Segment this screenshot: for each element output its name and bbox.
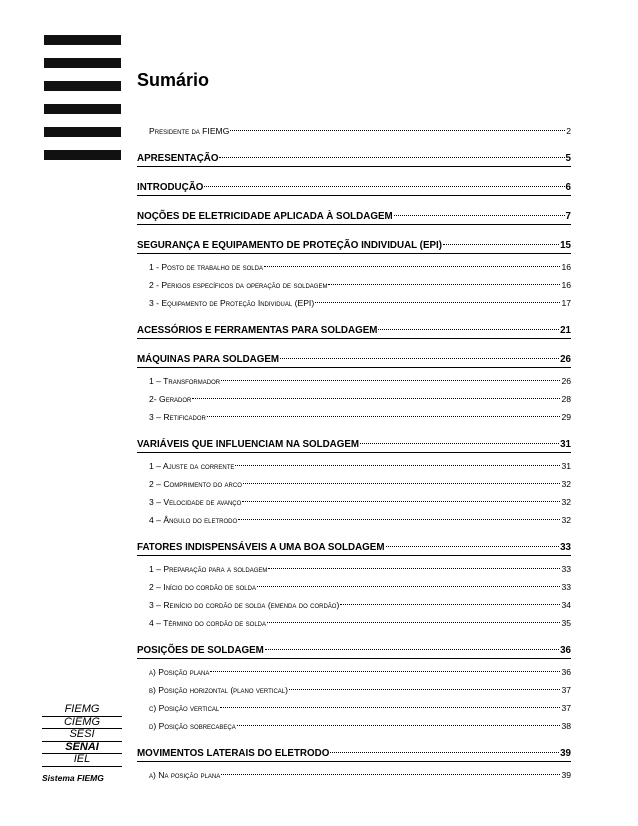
logo-line: FIEMG — [42, 704, 122, 717]
toc-section-entry[interactable] — [137, 210, 571, 224]
toc-subsection-entry[interactable] — [137, 599, 571, 612]
section-divider — [137, 166, 571, 167]
table-of-contents — [137, 125, 571, 782]
toc-entry-label: INTRODUÇÃO — [137, 182, 204, 193]
logo-line: IEL — [42, 754, 122, 767]
toc-subsection-entry[interactable] — [137, 563, 571, 576]
section-divider — [137, 224, 571, 225]
toc-entry-label: VARIÁVEIS QUE INFLUENCIAM NA SOLDAGEM — [137, 439, 360, 450]
toc-subsection-entry[interactable] — [137, 720, 571, 733]
section-divider — [137, 452, 571, 453]
toc-entry-page: 17 — [561, 298, 571, 308]
toc-section-entry[interactable] — [137, 239, 571, 253]
toc-entry-label: 3 – Velocidade de avanço — [149, 497, 242, 507]
toc-entry-page: 31 — [560, 439, 571, 450]
toc-entry-label: 1 – Preparação para a soldagem — [149, 564, 268, 574]
toc-entry-page: 33 — [560, 542, 571, 553]
toc-subsection-entry[interactable] — [137, 581, 571, 594]
toc-entry-page: 28 — [561, 394, 571, 404]
toc-entry-page: 7 — [565, 211, 571, 222]
toc-subsection-entry[interactable] — [137, 125, 571, 138]
toc-subsection-entry[interactable] — [137, 478, 571, 491]
toc-subsection-entry[interactable] — [137, 684, 571, 697]
dot-leader — [242, 501, 560, 502]
dot-leader — [360, 443, 559, 444]
toc-entry-label: 4 – Ângulo do eletrodo — [149, 515, 238, 525]
dot-leader — [210, 671, 560, 672]
toc-entry-page: 39 — [561, 770, 571, 780]
section-divider — [137, 367, 571, 368]
toc-entry-label: 3 – Reinício do cordão de solda (emenda do cordão) — [149, 600, 340, 610]
toc-entry-page: 32 — [561, 497, 571, 507]
dot-leader — [268, 568, 560, 569]
toc-subsection-entry[interactable] — [137, 460, 571, 473]
toc-entry-page: 15 — [560, 240, 571, 251]
page-title: Sumário — [137, 70, 210, 90]
toc-entry-label: Presidente da FIEMG — [149, 126, 230, 136]
toc-entry-label: 3 - Equipamento de Proteção Individual (EPI) — [149, 298, 315, 308]
dot-leader — [330, 752, 559, 753]
dot-leader — [238, 519, 560, 520]
dot-leader — [204, 186, 564, 187]
toc-subsection-entry[interactable] — [137, 279, 571, 292]
toc-section-entry[interactable] — [137, 152, 571, 166]
logo-system-label: Sistema FIEMG — [42, 772, 104, 783]
toc-entry-label: c) Posição vertical — [149, 703, 220, 713]
toc-entry-label: 2 – Comprimento do arco — [149, 479, 242, 489]
toc-entry-page: 33 — [561, 564, 571, 574]
section-divider — [137, 253, 571, 254]
toc-entry-page: 26 — [560, 354, 571, 365]
dot-leader — [219, 157, 564, 158]
toc-entry-page: 35 — [561, 618, 571, 628]
toc-entry-label: APRESENTAÇÃO — [137, 153, 219, 164]
toc-entry-page: 32 — [561, 515, 571, 525]
section-divider — [137, 338, 571, 339]
toc-entry-label: 2 – Início do cordão de solda — [149, 582, 256, 592]
toc-section-entry[interactable] — [137, 541, 571, 555]
toc-entry-label: d) Posição sobrecabeça — [149, 721, 236, 731]
toc-entry-label: POSIÇÕES DE SOLDAGEM — [137, 645, 264, 656]
section-divider — [137, 555, 571, 556]
toc-subsection-entry[interactable] — [137, 496, 571, 509]
decorative-bar — [44, 104, 121, 114]
toc-entry-page: 2 — [566, 126, 571, 136]
toc-section-entry[interactable] — [137, 644, 571, 658]
toc-entry-label: 2- Gerador — [149, 394, 192, 404]
decorative-bar — [44, 127, 121, 137]
toc-entry-label: 1 - Posto de trabalho de solda — [149, 262, 263, 272]
toc-section-entry[interactable] — [137, 181, 571, 195]
dot-leader — [235, 465, 560, 466]
section-divider — [137, 761, 571, 762]
toc-subsection-entry[interactable] — [137, 393, 571, 406]
toc-entry-page: 6 — [565, 182, 571, 193]
toc-subsection-entry[interactable] — [137, 411, 571, 424]
dot-leader — [394, 215, 565, 216]
dot-leader — [220, 707, 560, 708]
toc-entry-page: 21 — [560, 325, 571, 336]
dot-leader — [221, 380, 560, 381]
dot-leader — [386, 546, 560, 547]
decorative-bar — [44, 58, 121, 68]
toc-entry-label: MÁQUINAS PARA SOLDAGEM — [137, 354, 280, 365]
toc-entry-label: a) Na posição plana — [149, 770, 221, 780]
toc-entry-label: ACESSÓRIOS E FERRAMENTAS PARA SOLDAGEM — [137, 325, 378, 336]
dot-leader — [265, 649, 559, 650]
dot-leader — [267, 622, 560, 623]
toc-entry-page: 37 — [561, 703, 571, 713]
toc-section-entry[interactable] — [137, 324, 571, 338]
toc-entry-label: 4 – Término do cordão de solda — [149, 618, 266, 628]
toc-section-entry[interactable] — [137, 353, 571, 367]
toc-subsection-entry[interactable] — [137, 617, 571, 630]
toc-entry-page: 16 — [561, 262, 571, 272]
toc-entry-label: 1 – Ajuste da corrente — [149, 461, 235, 471]
toc-entry-label: 2 - Perigos específicos da operação de soldagem — [149, 280, 328, 290]
toc-entry-label: 1 – Transformador — [149, 376, 221, 386]
toc-entry-page: 36 — [560, 645, 571, 656]
decorative-bar — [44, 150, 121, 160]
toc-subsection-entry[interactable] — [137, 769, 571, 782]
toc-entry-label: NOÇÕES DE ELETRICIDADE APLICADA À SOLDAGEM — [137, 211, 393, 222]
toc-subsection-entry[interactable] — [137, 297, 571, 310]
toc-entry-page: 32 — [561, 479, 571, 489]
dot-leader — [280, 358, 559, 359]
logo-line: SENAI — [42, 742, 122, 755]
dot-leader — [315, 302, 560, 303]
section-divider — [137, 195, 571, 196]
toc-entry-page: 33 — [561, 582, 571, 592]
toc-entry-page: 37 — [561, 685, 571, 695]
dot-leader — [230, 130, 565, 131]
dot-leader — [257, 586, 560, 587]
decorative-bar — [44, 81, 121, 91]
toc-section-entry[interactable] — [137, 438, 571, 452]
toc-entry-page: 36 — [561, 667, 571, 677]
dot-leader — [237, 725, 561, 726]
decorative-bar — [44, 35, 121, 45]
logo-line: CIEMG — [42, 717, 122, 730]
section-divider — [137, 658, 571, 659]
toc-entry-label: a) Posição plana — [149, 667, 210, 677]
toc-entry-page: 38 — [561, 721, 571, 731]
dot-leader — [207, 416, 561, 417]
toc-subsection-entry[interactable] — [137, 514, 571, 527]
toc-section-entry[interactable] — [137, 747, 571, 761]
toc-entry-page: 39 — [560, 748, 571, 759]
toc-subsection-entry[interactable] — [137, 702, 571, 715]
toc-entry-label: FATORES INDISPENSÁVEIS A UMA BOA SOLDAGEM — [137, 542, 385, 553]
fiemg-logo — [42, 704, 122, 783]
dot-leader — [328, 284, 560, 285]
dot-leader — [289, 689, 560, 690]
dot-leader — [443, 244, 559, 245]
toc-subsection-entry[interactable] — [137, 375, 571, 388]
toc-entry-page: 16 — [561, 280, 571, 290]
toc-entry-page: 34 — [561, 600, 571, 610]
toc-entry-label: b) Posição horizontal (plano vertical) — [149, 685, 289, 695]
dot-leader — [378, 329, 559, 330]
dot-leader — [340, 604, 560, 605]
logo-line: SESI — [42, 729, 122, 742]
toc-entry-label: SEGURANÇA E EQUIPAMENTO DE PROTEÇÃO INDIVIDUAL (EPI) — [137, 240, 442, 251]
toc-subsection-entry[interactable] — [137, 261, 571, 274]
dot-leader — [264, 266, 560, 267]
toc-entry-label: MOVIMENTOS LATERAIS DO ELETRODO — [137, 748, 330, 759]
toc-entry-label: 3 – Retificador — [149, 412, 206, 422]
dot-leader — [221, 774, 560, 775]
toc-entry-page: 29 — [561, 412, 571, 422]
dot-leader — [192, 398, 560, 399]
dot-leader — [243, 483, 561, 484]
toc-entry-page: 31 — [561, 461, 571, 471]
toc-subsection-entry[interactable] — [137, 666, 571, 679]
toc-entry-page: 5 — [565, 153, 571, 164]
toc-entry-page: 26 — [561, 376, 571, 386]
